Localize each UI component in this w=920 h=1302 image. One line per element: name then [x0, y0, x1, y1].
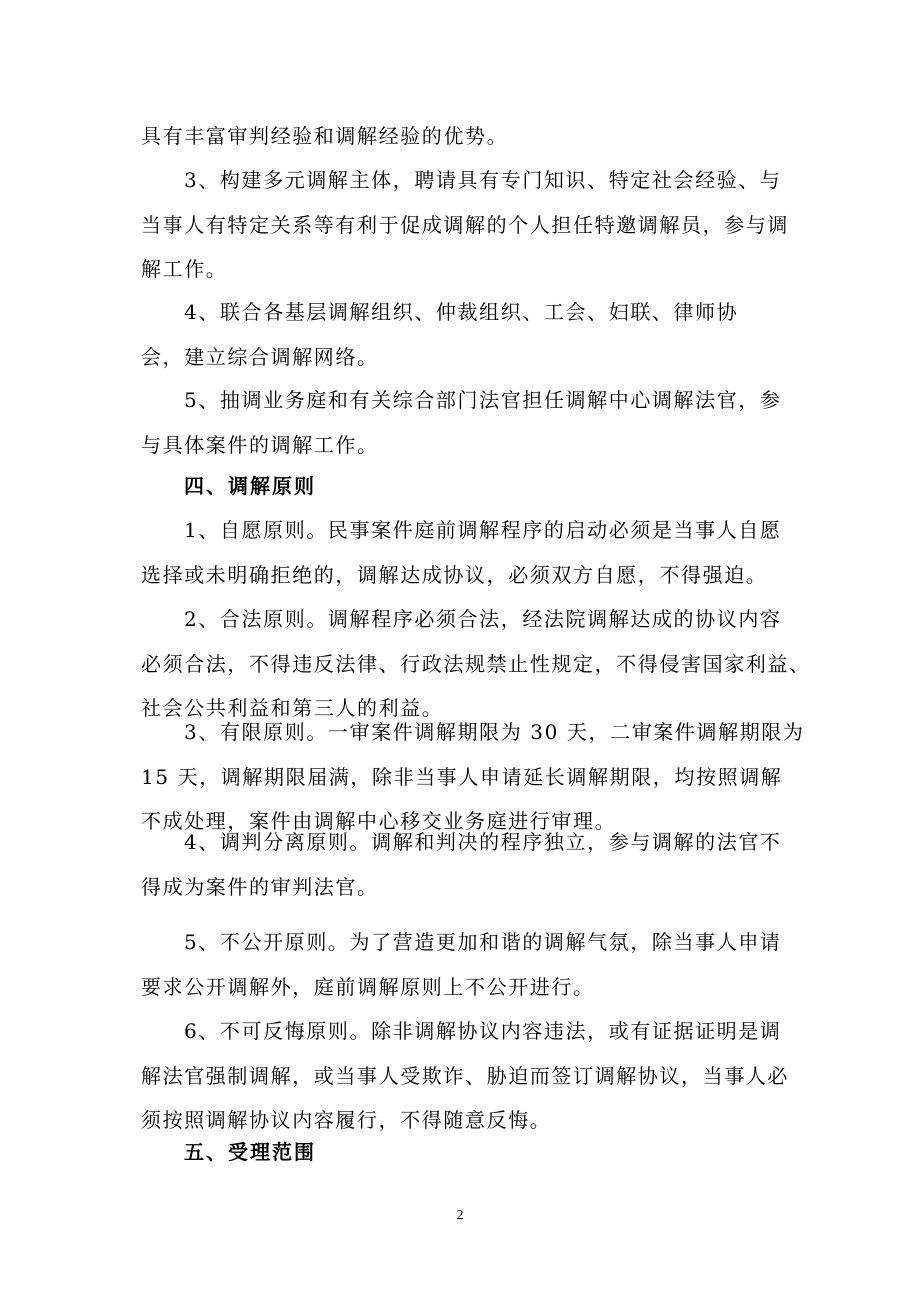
text-line: 会，建立综合调解网络。	[141, 344, 379, 369]
text-line: 得成为案件的审判法官。	[141, 874, 379, 899]
text-line: 4、调判分离原则。调解和判决的程序独立，参与调解的法官不	[184, 830, 782, 854]
text-line: 6、不可反悔原则。除非调解协议内容违法，或有证据证明是调	[184, 1019, 782, 1043]
text-line: 社会公共利益和第三人的利益。	[141, 696, 444, 720]
text-line: 1、自愿原则。民事案件庭前调解程序的启动必须是当事人自愿	[184, 518, 782, 542]
paragraph-item-5	[141, 378, 781, 467]
heading-text: 五、受理范围	[184, 1140, 316, 1164]
text-line: 须按照调解协议内容履行，不得随意反悔。	[141, 1108, 552, 1132]
text-line: 与具体案件的调解工作。	[141, 432, 379, 457]
text-line: 选择或未明确拒绝的，调解达成协议，必须双方自愿，不得强迫。	[141, 562, 768, 587]
principle-6	[141, 1009, 789, 1143]
principle-1	[141, 508, 781, 597]
text-line: 解法官强制调解，或当事人受欺诈、胁迫而签订调解协议，当事人必	[141, 1063, 789, 1088]
text-line: 3、有限原则。一审案件调解期限为 30 天，二审案件调解期限为	[184, 720, 805, 744]
paragraph-item-4	[141, 290, 781, 379]
principle-5	[141, 920, 781, 1009]
text-line: 5、抽调业务庭和有关综合部门法官担任调解中心调解法官，参	[184, 388, 782, 412]
paragraph-item-3	[141, 158, 789, 292]
text-line: 15 天，调解期限届满，除非当事人申请延长调解期限，均按照调解	[141, 764, 783, 789]
section-heading-5	[141, 1130, 781, 1175]
text-line: 当事人有特定关系等有利于促成调解的个人担任特邀调解员，参与调	[141, 212, 789, 237]
section-heading-4	[141, 464, 781, 509]
paragraph-continuation	[141, 114, 781, 159]
text-line: 解工作。	[141, 257, 228, 281]
text-line: 不成处理，案件由调解中心移交业务庭进行审理。	[141, 809, 617, 833]
heading-text: 四、调解原则	[184, 474, 316, 498]
text-line: 必须合法，不得违反法律、行政法规禁止性规定，不得侵害国家利益、	[141, 651, 811, 676]
text-line: 3、构建多元调解主体，聘请具有专门知识、特定社会经验、与	[184, 168, 782, 192]
text-line: 2、合法原则。调解程序必须合法，经法院调解达成的协议内容	[184, 607, 782, 631]
text-line: 具有丰富审判经验和调解经验的优势。	[141, 124, 509, 148]
text-line: 4、联合各基层调解组织、仲裁组织、工会、妇联、律师协	[184, 300, 739, 324]
text-line: 要求公开调解外，庭前调解原则上不公开进行。	[141, 974, 595, 999]
principle-4	[141, 820, 781, 909]
page-number: 2	[456, 1208, 464, 1223]
text-line: 5、不公开原则。为了营造更加和谐的调解气氛，除当事人申请	[184, 930, 782, 954]
